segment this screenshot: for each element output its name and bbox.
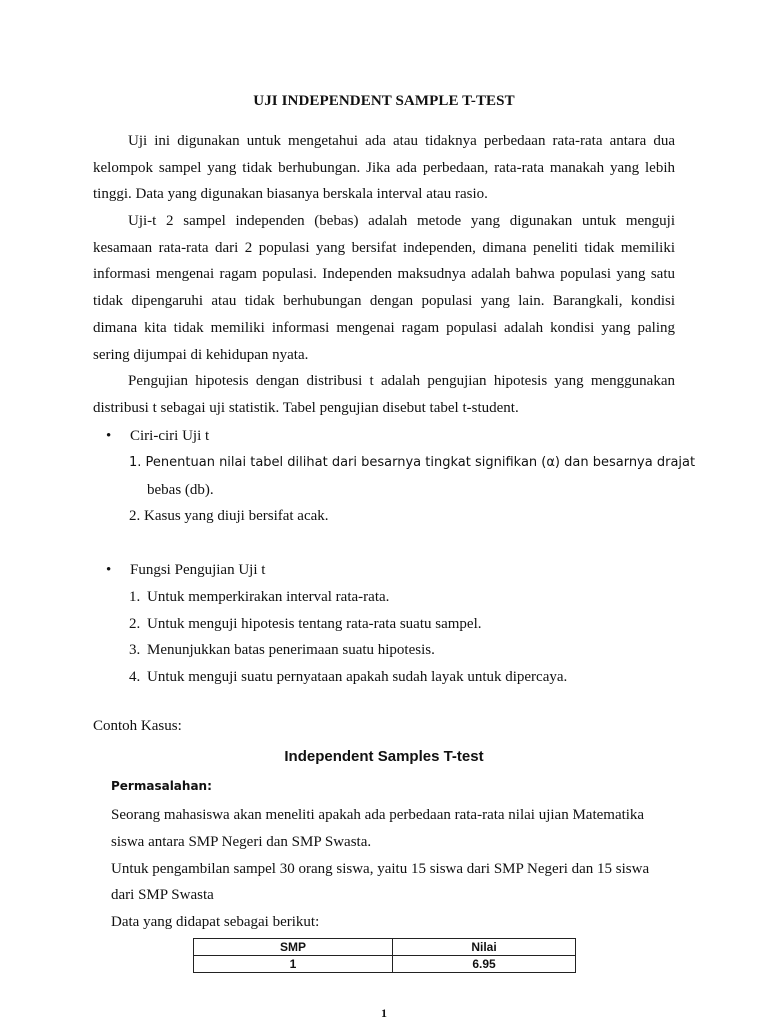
paragraph-uji-t: Uji-t 2 sampel independen (bebas) adalah metode yang digunakan untuk menguji kesamaan rata-rata dari 2 populasi yang bersifat independen, dimana peneliti tidak memiliki informasi mengenai ragam populasi. Independen maksudnya adalah bahwa populasi yang satu tidak dipengaruhi atau tidak berhubungan dengan populasi yang lain. Barangkali, kondisi dimana kita tidak memiliki informasi mengenai ragam populasi adalah kondisi yang paling sering dijumpai di kehidupan nyata. (93, 213, 675, 363)
bullet-dot-icon: • (106, 562, 112, 578)
list-number: 1. (129, 455, 142, 470)
table-header-row (194, 939, 576, 956)
list-item (129, 450, 695, 476)
case-line: dari SMP Swasta (111, 887, 214, 903)
data-table (193, 938, 576, 973)
paragraph-intro: Uji ini digunakan untuk mengetahui ada atau tidaknya perbedaan rata-rata antara dua kelompok sampel yang tidak berhubungan. Jika ada perbedaan, rata-rata manakah yang lebih tinggi. Data yang digunakan biasanya berskala interval atau rasio. (93, 133, 675, 203)
page-number: 1 (381, 1006, 387, 1020)
bullet-ciri (106, 423, 209, 449)
table-cell: 6.95 (393, 956, 576, 973)
list-text: Penentuan nilai tabel dilihat dari besarnya tingkat signifikan (α) dan besarnya drajat (145, 455, 696, 470)
list-text: Untuk menguji suatu pernyataan apakah sudah layak untuk dipercaya. (147, 669, 568, 685)
case-line: Untuk pengambilan sampel 30 orang siswa, yaitu 15 siswa dari SMP Negeri dan 15 siswa (111, 861, 650, 877)
case-title: Independent Samples T-test (284, 748, 484, 765)
column-header-smp: SMP (194, 939, 393, 956)
list-item-continuation: bebas (db). (147, 482, 214, 498)
list-number: 2. (129, 616, 141, 632)
column-header-nilai: Nilai (393, 939, 576, 956)
list-item (129, 611, 482, 637)
case-line: siswa antara SMP Negeri dan SMP Swasta. (111, 834, 372, 850)
bullet-fungsi-heading: Fungsi Pengujian Uji t (130, 562, 266, 578)
table-cell: 1 (194, 956, 393, 973)
document-title: UJI INDEPENDENT SAMPLE T-TEST (253, 93, 515, 109)
list-text: Untuk memperkirakan interval rata-rata. (147, 589, 390, 605)
table-row (194, 956, 576, 973)
list-text: Untuk menguji hipotesis tentang rata-rata suatu sampel. (147, 616, 482, 632)
bullet-dot-icon: • (106, 428, 112, 444)
list-item (129, 637, 435, 663)
list-number: 4. (129, 669, 141, 685)
list-number: 3. (129, 642, 141, 658)
list-item (129, 664, 567, 690)
permasalahan-label: Permasalahan: (111, 779, 212, 793)
contoh-kasus-label: Contoh Kasus: (93, 718, 182, 734)
bullet-fungsi (106, 557, 265, 583)
list-item (129, 584, 389, 610)
paragraph-pengujian: Pengujian hipotesis dengan distribusi t adalah pengujian hipotesis yang menggunakan distribusi t sebagai uji statistik. Tabel pengujian disebut tabel t-student. (93, 373, 675, 416)
list-number: 1. (129, 589, 141, 605)
bullet-ciri-heading: Ciri-ciri Uji t (130, 428, 210, 444)
list-text: Menunjukkan batas penerimaan suatu hipotesis. (147, 642, 435, 658)
case-line: Seorang mahasiswa akan meneliti apakah ada perbedaan rata-rata nilai ujian Matematika (111, 807, 645, 823)
list-item: 2. Kasus yang diuji bersifat acak. (129, 508, 329, 524)
case-line: Data yang didapat sebagai berikut: (111, 914, 320, 930)
